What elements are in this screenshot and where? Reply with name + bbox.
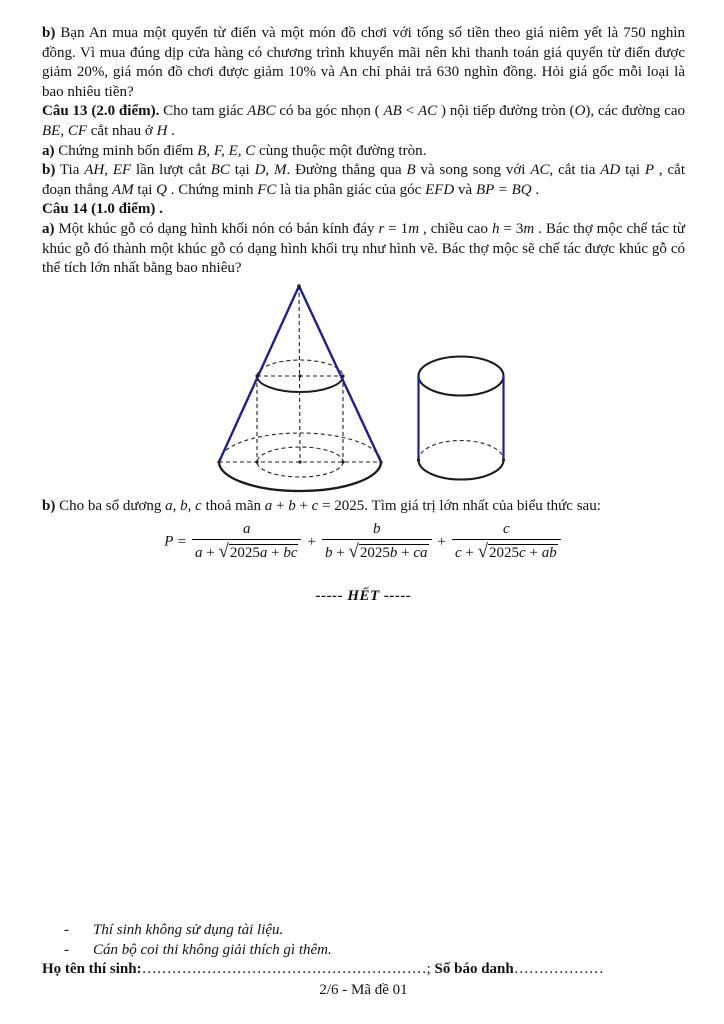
plus-sign: +: [437, 533, 446, 550]
fraction-1: $\frac{a}{a + √2025a + bc}$: [192, 521, 302, 563]
sbd-label: Số báo danh: [434, 961, 514, 978]
end-marker: ----- HẾT -----: [315, 588, 412, 605]
page-number: 2/6 - Mã đề 01: [319, 981, 408, 998]
formula-lhs: P: [164, 533, 174, 550]
note-dash: -: [64, 941, 69, 958]
name-label: Họ tên thí sinh:: [42, 961, 142, 978]
cone-and-cylinder-figure: [42, 281, 685, 497]
paragraph-cau13a: a) Chứng minh bốn điểm B, F, E, C cùng thuộc một đường tròn.: [42, 142, 427, 159]
dot-leader: ………………: [513, 961, 604, 978]
sqrt-icon: √: [218, 541, 229, 563]
fraction-3: $\frac{c}{c + √2025c + ab}$: [452, 521, 561, 563]
paragraph-cau13b: b) Tia AH, EF lần lượt cắt BC tại D, M. Đường thẳng qua B và song song với AC, cắt tia AD tại P , cắt đoạn thẳng AM tại Q . Chứng minh FC là tia phân giác của góc EFD và BP = BQ .: [42, 162, 686, 198]
note-text: Thí sinh không sử dụng tài liệu.: [93, 922, 284, 938]
hidden-dashed-edges: [219, 286, 504, 477]
exam-footer: [42, 921, 685, 1000]
cylinder-lateral-edges: [419, 376, 504, 460]
plus-sign: +: [307, 533, 316, 550]
paragraph-cau14-heading: Câu 14 (1.0 điểm) .: [42, 201, 163, 218]
paragraph-cau14b: b) Cho ba số dương a, b, c thoả mãn a + b + c = 2025. Tìm giá trị lớn nhất của biểu thức sau:: [42, 497, 601, 514]
solid-outline-edges: [219, 356, 504, 491]
sqrt-icon: √: [348, 541, 359, 563]
note-text: Cán bộ coi thi không giải thích gì thêm.: [93, 941, 332, 958]
equals-sign: =: [177, 533, 186, 550]
candidate-name-line: [42, 960, 685, 980]
sqrt-icon: √: [477, 541, 489, 563]
fraction-2: $\frac{b}{b + √2025b + ca}$: [322, 521, 432, 563]
paragraph-cau13-heading: Câu 13 (2.0 điểm). Cho tam giác ABC có ba góc nhọn ( AB < AC ) nội tiếp đường tròn (O), các đường cao BE, CF cắt nhau ở H .: [42, 103, 686, 139]
exam-content: [42, 24, 685, 607]
dot-leader: …………………………………………………: [141, 961, 427, 978]
separator: ;: [426, 961, 435, 978]
note-dash: -: [64, 922, 69, 938]
paragraph-cau14a: a) Một khúc gỗ có dạng hình khối nón có bán kính đáy r = 1m , chiều cao h = 3m . Bác thợ mộc chế tác từ khúc gỗ đó thành một khúc gỗ có dạng hình khối trụ như hình vẽ. Bác thợ mộc sẽ chế tác được khúc gỗ có thể tích lớn nhất bằng bao nhiêu?: [42, 220, 685, 277]
geometry-figure: [42, 281, 685, 497]
paragraph-question12b: b) Bạn An mua một quyển từ điển và một món đồ chơi với tổng số tiền theo giá niêm yết là 750 nghìn đồng. Vì mua đúng dịp cửa hàng có chương trình khuyến mãi nên khi thanh toán giá quyển từ điển được giảm 20%, giá món đồ chơi được giảm 10% và An chỉ phải trả 630 nghìn đồng. Hỏi giá gốc mỗi loại là bao nhiêu tiền?: [42, 25, 685, 100]
note-item: [42, 941, 685, 961]
note-item: [42, 921, 685, 941]
formula-P: [42, 521, 685, 563]
